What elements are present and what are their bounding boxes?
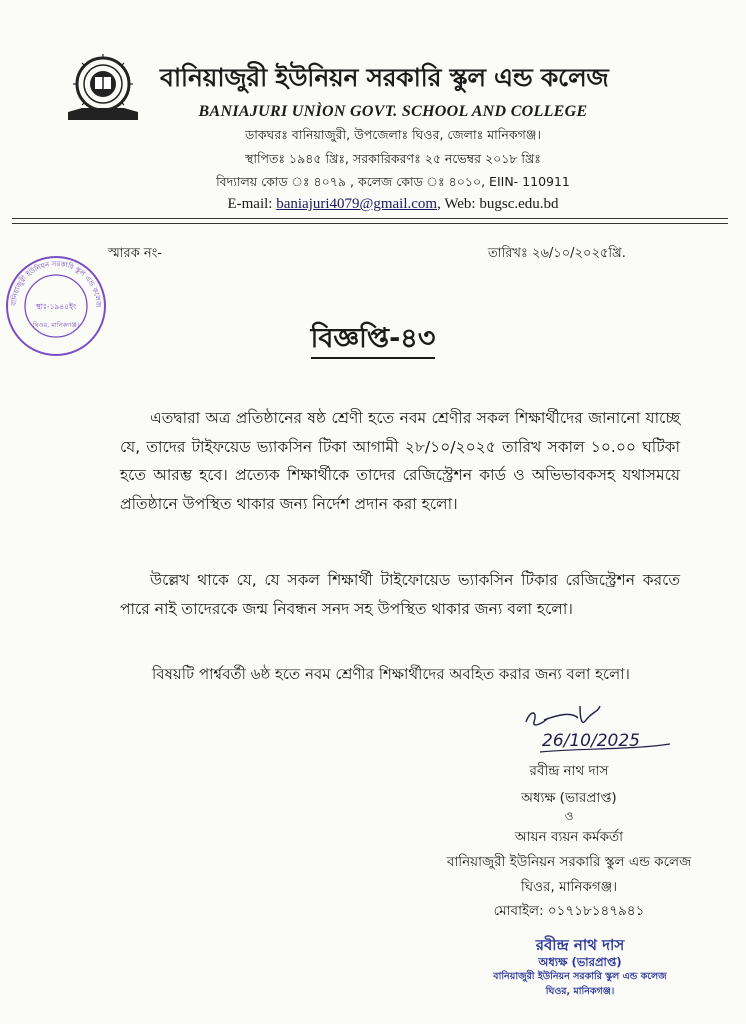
memo-number-label: স্মারক নং- <box>108 246 162 261</box>
school-name-bengali: বানিয়াজুরী ইউনিয়ন সরকারি স্কুল এন্ড কলেজ <box>160 63 609 92</box>
school-address: ডাকঘরঃ বানিয়াজুরী, উপজেলাঃ ঘিওর, জেলাঃ মানিকগঞ্জ। <box>245 127 541 142</box>
notice-date: তারিখঃ ২৬/১০/২০২৫খ্রি. <box>488 246 626 261</box>
notice-paragraph-1: এতদ্বারা অত্র প্রতিষ্ঠানের ষষ্ঠ শ্রেণী হতে নবম শ্রেণীর সকল শিক্ষার্থীদের জানানো যাচ্ছে যে, তাদের টাইফয়েড ভ্যাকসিন টিকা আগামী ২৮/১০/২০২৫ তারিখ সকাল ১০.০০ ঘটিকা হতে আরম্ভ হবে। প্রত্যেক শিক্ষার্থীকে তাদের রেজিস্ট্রেশন কার্ড ও অভিভাবকসহ যথাসময়ে প্রতিষ্ঠানে উপস্থিত থাকার জন্য নির্দেশ প্রদান করা হলো। <box>120 409 680 513</box>
seal-name: রবীন্দ্র নাথ দাস <box>535 936 625 954</box>
signatory-institution: বানিয়াজুরী ইউনিয়ন সরকারি স্কুল এন্ড কলেজ <box>446 854 692 870</box>
school-name-english: BANIAJURI UNÌON GOVT. SCHOOL AND COLLEGE <box>198 103 588 120</box>
header-divider-bottom <box>12 223 728 224</box>
notice-title <box>0 318 746 363</box>
handwritten-signature <box>520 700 680 760</box>
seal-designation: অধ্যক্ষ (ভারপ্রাপ্ত) <box>538 955 622 969</box>
notice-paragraph-2: উল্লেখ থাকে যে, যে সকল শিক্ষার্থী টাইফোয়েড ভ্যাকসিন টিকার রেজিস্ট্রেশন করতে পারে নাই তাদেরকে জন্ম নিবন্ধন সনদ সহ উপস্থিত থাকার জন্য বলা হলো। <box>120 571 680 618</box>
stamp-bottom-text: ঘিওর, মানিকগঞ্জ। <box>32 321 80 329</box>
seal-location: ঘিওর, মানিকগঞ্জ। <box>545 986 615 997</box>
signatory-location: ঘিওর, মানিকগঞ্জ। <box>520 879 618 895</box>
institution-codes: বিদ্যালয় কোড ঃ ৪০৭৯ , কলেজ কোড ঃ ৪০১০, EIIN- 110911 <box>216 174 570 189</box>
email-link[interactable]: baniajuri4079@gmail.com <box>276 196 438 212</box>
email-label: E-mail: <box>227 196 277 212</box>
notice-title-text: বিজ্ঞপ্তি-৪৩ <box>311 323 436 359</box>
stamp-outer-text: বানিয়াজুরী ইউনিয়ন সরকারি স্কুল এন্ড কলেজ <box>9 259 103 308</box>
notice-paragraph-3: বিষয়টি পার্শ্ববর্তী ৬ষ্ঠ হতে নবম শ্রেণীর শিক্ষার্থীদের অবহিত করার জন্য বলা হলো। <box>152 665 630 683</box>
svg-text:বানিয়াজুরী ইউনিয়ন সরকারি স্ক <box>10 260 102 308</box>
signature-date: 26/10/2025 <box>542 731 640 751</box>
signatory-conjunction: ও <box>564 809 574 823</box>
stamp-center-text: স্থাঃ-১৯৪৫ইং <box>35 302 77 311</box>
website: , Web: bugsc.edu.bd <box>437 196 559 212</box>
header-divider-top <box>12 218 728 219</box>
signatory-mobile: মোবাইল: ০১৭১৮১৪৭৯৪১ <box>493 903 645 919</box>
seal-institution: বানিয়াজুরী ইউনিয়ন সরকারি স্কুল এন্ড কলেজ <box>493 971 667 982</box>
establishment-info: স্থাপিতঃ ১৯৪৫ খ্রিঃ, সরকারিকরণঃ ২৫ নভেম্বর ২০১৮ খ্রিঃ <box>245 151 541 166</box>
signatory-role: আয়ন ব্যয়ন কর্মকর্তা <box>514 829 624 845</box>
contact-line <box>0 196 746 213</box>
signatory-designation: অধ্যক্ষ (ভারপ্রাপ্ত) <box>521 790 617 806</box>
signatory-name: রবীন্দ্র নাথ দাস <box>529 763 609 779</box>
